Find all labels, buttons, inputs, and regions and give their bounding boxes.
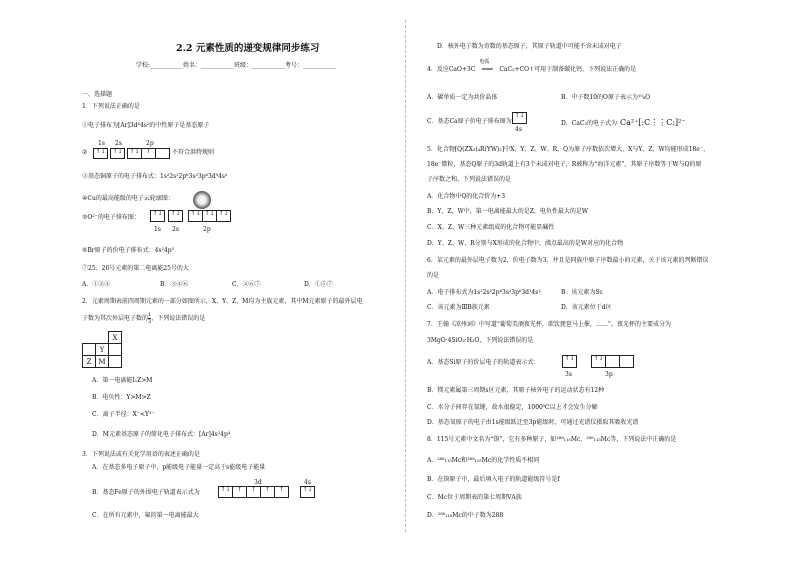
orbital-box-2s bbox=[168, 210, 183, 222]
q5-line1: 5．化合物[Q(ZX₃)₄R(YW)₂]中X、Y、Z、W、R、Q为原子序数依次增大，X与Y、Z、W均能形成18e⁻、 bbox=[427, 146, 710, 153]
q8-stem: 8．115号元素中文名为“镆”，它有多种原子，如²⁸⁸₁₁₅Mc、²⁸⁹₁₁₅Mc等，下列说法中正确的是 bbox=[427, 436, 677, 443]
q5-option-b: B．Y、Z、W中，第一电离能最大的是Z，电负性最大的是W bbox=[427, 208, 589, 215]
orbital-label: 2p bbox=[203, 226, 211, 233]
orbital-box-4s bbox=[300, 486, 315, 498]
orbital-label: 1s bbox=[98, 140, 105, 147]
q1-choice-a: A．①②④ bbox=[82, 281, 111, 288]
cell-x: X bbox=[108, 331, 122, 344]
q4-option-a: A．碳单质一定为共价晶体 bbox=[427, 94, 498, 101]
orbital-box-3d-3 bbox=[246, 486, 261, 498]
q1-option-5-prefix: ⑤O²⁻的电子排布图： bbox=[82, 214, 140, 221]
q1-option-4: ④Cu的最高能级的电子云轮廓图： bbox=[82, 195, 174, 202]
q7-option-c: C．水分子间存在氢键，故水很稳定，1000℃以上才会发生分解 bbox=[427, 404, 598, 411]
cell-z: Z bbox=[82, 355, 96, 368]
q6-option-b: B．该元素为Sc bbox=[561, 289, 603, 296]
q2-option-b: B．电负性：Y>M>Z bbox=[92, 394, 151, 401]
reaction-arrow: 电弧 ═══ bbox=[479, 59, 493, 73]
paired-arrows-icon: ↑↓ bbox=[112, 148, 123, 155]
q4-option-d bbox=[561, 119, 686, 127]
q2-stem-line2-b: ，下列说法错误的是 bbox=[151, 315, 206, 322]
q4-stem-a: 4．反应CaO+3C bbox=[427, 66, 476, 73]
paired-arrows-icon: ↑↓ bbox=[220, 486, 231, 493]
student-info-line: 学校:___________姓名：___________班级：___________考号：___________ bbox=[136, 62, 337, 69]
q3-option-c: C．在所有元素中，氟的第一电离能最大 bbox=[92, 512, 199, 519]
q6-option-a: A．电子排布式为1s²2s²2p⁶3s²3p⁶3d¹4s² bbox=[427, 289, 541, 296]
orbital-box-2p-2 bbox=[141, 148, 156, 159]
q7-option-b: B．镁元素属第三周期s区元素，其原子核外电子的运动状态有12种 bbox=[427, 387, 605, 394]
orbital-box-2p-1 bbox=[127, 148, 142, 159]
single-arrow-icon: ↑ bbox=[236, 486, 243, 493]
paired-arrows-icon: ↑↓ bbox=[564, 355, 575, 362]
q5-option-c: C．X、Z、W三种元素组成的化合物可能显碱性 bbox=[427, 224, 555, 231]
q3-option-a: A．在基态多电子原子中，p能级电子能量一定高于s能级电子能量 bbox=[92, 464, 266, 471]
orbital-box-3p-2 bbox=[605, 355, 620, 368]
column-divider bbox=[405, 20, 406, 532]
q8-option-b: B．在镆原子中，最后填入电子的轨道能级符号是f bbox=[427, 476, 560, 483]
orbital-box-3d-4 bbox=[260, 486, 275, 498]
orbital-box-3d-5 bbox=[274, 486, 289, 498]
q4-option-d-formula: Ca²⁺[:C⋮⋮C:]²⁻ bbox=[619, 118, 686, 127]
orbital-label: 2s bbox=[115, 140, 122, 147]
circle-2-mark: ② bbox=[82, 149, 88, 156]
orbital-box-3p-1 bbox=[591, 355, 606, 368]
paired-arrows-icon: ↑↓ bbox=[190, 210, 201, 217]
orbital-box-3s bbox=[562, 355, 577, 368]
q7-line1: 7．王翰《凉州词》中写道“葡萄美酒夜光杯，欲饮琵琶马上催，……”。夜光杯的主要成分为 bbox=[427, 321, 671, 328]
orbital-box-2s bbox=[110, 148, 125, 159]
fraction-one-third: $\frac{1}{3}$ bbox=[148, 312, 152, 325]
q6-option-d: D．该元素位于d区 bbox=[561, 304, 612, 311]
paired-arrows-icon: ↑↓ bbox=[514, 112, 525, 119]
q4-stem bbox=[427, 59, 637, 73]
paired-arrows-icon: ↑↓ bbox=[152, 210, 163, 217]
orbital-box-2p-3 bbox=[216, 210, 231, 222]
q3-option-b-prefix: B．基态Fe原子的外围电子轨道表示式为 bbox=[92, 489, 200, 496]
orbital-box-4s bbox=[512, 112, 527, 124]
paired-arrows-icon: ↑↓ bbox=[95, 148, 106, 155]
q1-choice-d: D．①⑤⑦ bbox=[304, 281, 333, 288]
q5-line3: 子序数之和。下列说法错误的是 bbox=[427, 176, 512, 183]
orbital-label: 3d bbox=[254, 479, 262, 486]
q1-option-1: ①电子排布为[Ar]3d⁴4s²的中性原子是基态原子 bbox=[82, 122, 210, 129]
reaction-condition: 电弧 bbox=[479, 59, 490, 65]
q2-stem-line2 bbox=[82, 312, 205, 325]
orbital-box-3d-1 bbox=[218, 486, 233, 498]
paired-arrows-icon: ↑↓ bbox=[204, 210, 215, 217]
cell-y: Y bbox=[95, 343, 109, 356]
orbital-box-1s bbox=[93, 148, 108, 159]
q4-option-c: C．基态Ca原子价电子排布图为 bbox=[427, 118, 512, 125]
paired-arrows-icon: ↑↓ bbox=[170, 210, 181, 217]
orbital-box-2p-2 bbox=[202, 210, 217, 222]
sphere-icon bbox=[193, 191, 211, 209]
single-arrow-icon: ↑ bbox=[264, 486, 271, 493]
paired-arrows-icon: ↑↓ bbox=[302, 486, 313, 493]
paired-arrows-icon: ↑↓ bbox=[129, 148, 140, 155]
q2-option-d: D．M元素基态原子的简化电子排布式：[Ar]4s²4p⁴ bbox=[92, 431, 231, 438]
q8-option-c: C．Mc位于周期表的第七周期ⅤA族 bbox=[427, 494, 522, 501]
section-title: 一、选择题 bbox=[82, 91, 113, 98]
q2-option-c: C．离子半径：X⁻<Y²⁻ bbox=[92, 411, 155, 418]
orbital-label: 4s bbox=[515, 126, 522, 133]
q2-stem-line1: 2．元素周期表前四周期元素的一部分如图所示，X、Y、Z、M均为主族元素，其中M元素原子的最外层电 bbox=[82, 298, 363, 305]
q5-line2: 18e⁻微粒，基态Q原子的3d轨道上有3个未成对电子，R被称为“海洋元素”，其原子序数等于W与Q的原 bbox=[427, 161, 702, 168]
q1-choice-c: C．②⑥⑦ bbox=[232, 281, 261, 288]
cell-m: M bbox=[95, 355, 109, 368]
q2-stem-line2-a: 子数为其次外层电子数的 bbox=[82, 315, 149, 322]
paired-arrows-icon: ↑↓ bbox=[218, 210, 229, 217]
single-arrow-icon: ↑ bbox=[250, 486, 257, 493]
orbital-label: 3s bbox=[565, 371, 572, 378]
q7-option-d: D．基态氧原子的电子由1s能级跃迁至3p能级时，可通过光谱仪摄取其吸收光谱 bbox=[427, 419, 639, 426]
orbital-label: 2s bbox=[172, 226, 179, 233]
q3-option-d: D．核外电子数为奇数的基态原子，其原子轨道中可能不含未成对电子 bbox=[437, 43, 622, 50]
q1-option-7: ⑦25、26号元素的第二电离能25号的大 bbox=[82, 265, 189, 272]
q4-option-d-a: D．CaC₂的电子式为 bbox=[561, 120, 617, 127]
orbital-box-2p-1 bbox=[188, 210, 203, 222]
single-arrow-icon: ↑ bbox=[278, 486, 285, 493]
q4-stem-b: CaC₂+CO↑可用于制备碳化钙。下列说法正确的是 bbox=[499, 66, 637, 73]
q5-option-d: D．Y、Z、W、R分别与X形成的化合物中，沸点最高的是W对应的化合物 bbox=[427, 240, 624, 247]
orbital-box-2p-3 bbox=[155, 148, 170, 159]
q6-option-c: C．该元素为ⅢB族元素 bbox=[427, 304, 490, 311]
q1-option-3: ③基态铜原子的电子排布式：1s²2s²2p⁶3s²3p⁶3d⁹4s² bbox=[82, 173, 228, 180]
q1-choice-b: B．③④⑥ bbox=[160, 281, 189, 288]
q1-stem: 1．下列说法正确的是 bbox=[82, 103, 140, 110]
orbital-label: 3p bbox=[605, 371, 613, 378]
q3-stem: 3．下列说法或有关化学用语的表述正确的是 bbox=[82, 451, 200, 458]
q8-option-d: D．²⁸⁸₁₁₅Mc的中子数为288 bbox=[427, 512, 504, 519]
orbital-box-3d-2 bbox=[232, 486, 247, 498]
single-arrow-icon: ↑ bbox=[145, 148, 152, 155]
paired-arrows-icon: ↑↓ bbox=[593, 355, 604, 362]
orbital-box-1s bbox=[150, 210, 165, 222]
q6-line1: 6．某元素的最外层电子数为2，价电子数为3，并且是同族中原子序数最小的元素，关于该元素的判断错误 bbox=[427, 257, 709, 264]
q5-option-a: A．化合物中Q的化合价为+3 bbox=[427, 193, 506, 200]
q8-option-a: A．²⁸⁸₁₁₅Mc和²⁸⁹₁₁₅Mc的化学性质不相同 bbox=[427, 457, 540, 464]
q4-option-b: B．中子数10的O原子表示为¹⁰₈O bbox=[561, 94, 651, 101]
orbital-label: 2p bbox=[146, 140, 154, 147]
q6-line2: 的是 bbox=[427, 272, 440, 279]
page-title: 2.2 元素性质的递变规律同步练习 bbox=[176, 43, 320, 54]
cell-empty bbox=[108, 355, 122, 368]
q2-option-a: A．第一电离能I₁Z>M bbox=[92, 377, 153, 384]
q7-option-a-prefix: A．基态Si原子的价层电子的轨道表示式： bbox=[427, 359, 540, 366]
orbital-box-3p-3 bbox=[619, 355, 634, 368]
q7-line2: 3MgO·4SiO₂·H₂O，下列说法错误的是 bbox=[427, 337, 534, 344]
orbital-label: 1s bbox=[154, 226, 161, 233]
q1-option-6: ⑥Br原子的价电子排布式：4s²4p⁵ bbox=[82, 247, 175, 254]
orbital-label: 4s bbox=[304, 479, 311, 486]
q1-option-2-text: 不符合洪特规则 bbox=[172, 149, 215, 156]
